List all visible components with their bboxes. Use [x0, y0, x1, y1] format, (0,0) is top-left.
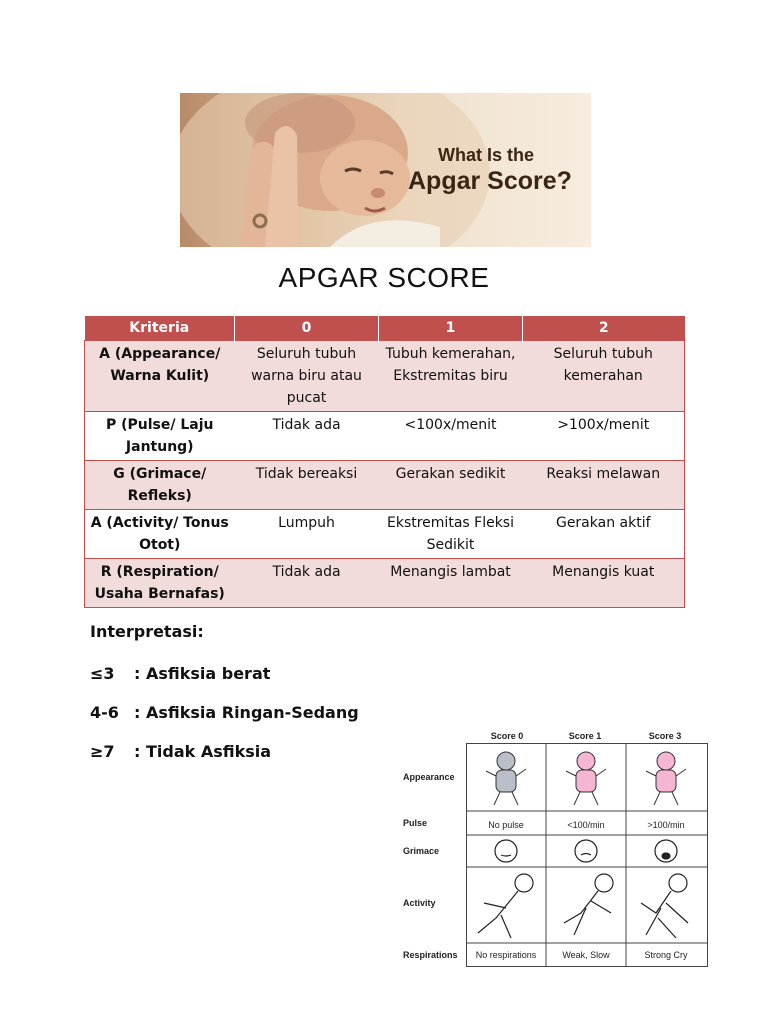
score-cell: Seluruh tubuh warna biru atau pucat [235, 341, 379, 412]
score-cell: Tidak ada [235, 559, 379, 608]
pulse-score-3: >100/min [647, 820, 685, 830]
criteria-cell: P (Pulse/ Laju Jantung) [85, 412, 235, 461]
pulse-score-1: <100/min [567, 820, 605, 830]
table-row [85, 510, 685, 559]
score-meaning: : Asfiksia berat [134, 664, 271, 683]
score-cell: >100x/menit [523, 412, 685, 461]
header-score-2: 2 [523, 316, 685, 341]
score-cell: Seluruh tubuh kemerahan [523, 341, 685, 412]
banner-line2: Apgar Score? [408, 167, 572, 195]
interpretation-item [90, 664, 270, 683]
criteria-cell: A (Activity/ Tonus Otot) [85, 510, 235, 559]
criteria-cell: A (Appearance/ Warna Kulit) [85, 341, 235, 412]
score-cell: Tidak bereaksi [235, 461, 379, 510]
figure-col-score-1: Score 1 [568, 731, 602, 741]
apgar-illustration-chart [398, 728, 712, 968]
score-cell: Tidak ada [235, 412, 379, 461]
header-kriteria: Kriteria [85, 316, 235, 341]
score-cell: Ekstremitas Fleksi Sedikit [379, 510, 523, 559]
criteria-cell: R (Respiration/ Usaha Bernafas) [85, 559, 235, 608]
figure-row-appearance: Appearance [403, 772, 455, 782]
score-meaning: : Asfiksia Ringan-Sedang [134, 703, 359, 722]
pink-baby-icon [646, 752, 686, 805]
page-title: APGAR SCORE [278, 262, 490, 293]
figure-row-respirations: Respirations [403, 950, 458, 960]
table-header-row [85, 316, 685, 341]
score-cell: Gerakan sedikit [379, 461, 523, 510]
interpretation-heading: Interpretasi: [90, 622, 204, 641]
figure-col-score-3: Score 3 [648, 731, 682, 741]
score-cell: Gerakan aktif [523, 510, 685, 559]
score-cell: Menangis kuat [523, 559, 685, 608]
banner-line1: What Is the [438, 145, 535, 165]
table-row [85, 412, 685, 461]
score-cell: Menangis lambat [379, 559, 523, 608]
interpretation-item [90, 703, 359, 722]
figure-row-activity: Activity [403, 898, 436, 908]
score-cell: Tubuh kemerahan, Ekstremitas biru [379, 341, 523, 412]
blue-baby-icon [486, 752, 526, 805]
figure-row-pulse: Pulse [403, 818, 428, 828]
score-cell: Lumpuh [235, 510, 379, 559]
table-row [85, 341, 685, 412]
score-range: ≥7 [90, 742, 115, 761]
score-range: 4-6 [90, 703, 119, 722]
respiration-score-3: Strong Cry [644, 950, 688, 960]
header-score-0: 0 [235, 316, 379, 341]
score-meaning: : Tidak Asfiksia [134, 742, 272, 761]
grimace-face-icon [495, 840, 677, 862]
score-cell: <100x/menit [379, 412, 523, 461]
interpretation-item [90, 742, 271, 761]
table-row [85, 461, 685, 510]
score-range: ≤3 [90, 664, 115, 683]
activity-figure-icon [478, 874, 688, 938]
hero-banner [180, 93, 591, 247]
pink-body-baby-icon [566, 752, 606, 805]
apgar-table [84, 316, 685, 608]
header-score-1: 1 [379, 316, 523, 341]
figure-row-grimace: Grimace [403, 846, 440, 856]
figure-col-score-0: Score 0 [490, 731, 524, 741]
pulse-score-0: No pulse [488, 820, 524, 830]
score-cell: Reaksi melawan [523, 461, 685, 510]
figure-grid [466, 743, 708, 967]
respiration-score-1: Weak, Slow [562, 950, 610, 960]
criteria-cell: G (Grimace/ Refleks) [85, 461, 235, 510]
respiration-score-0: No respirations [475, 950, 537, 960]
table-row [85, 559, 685, 608]
